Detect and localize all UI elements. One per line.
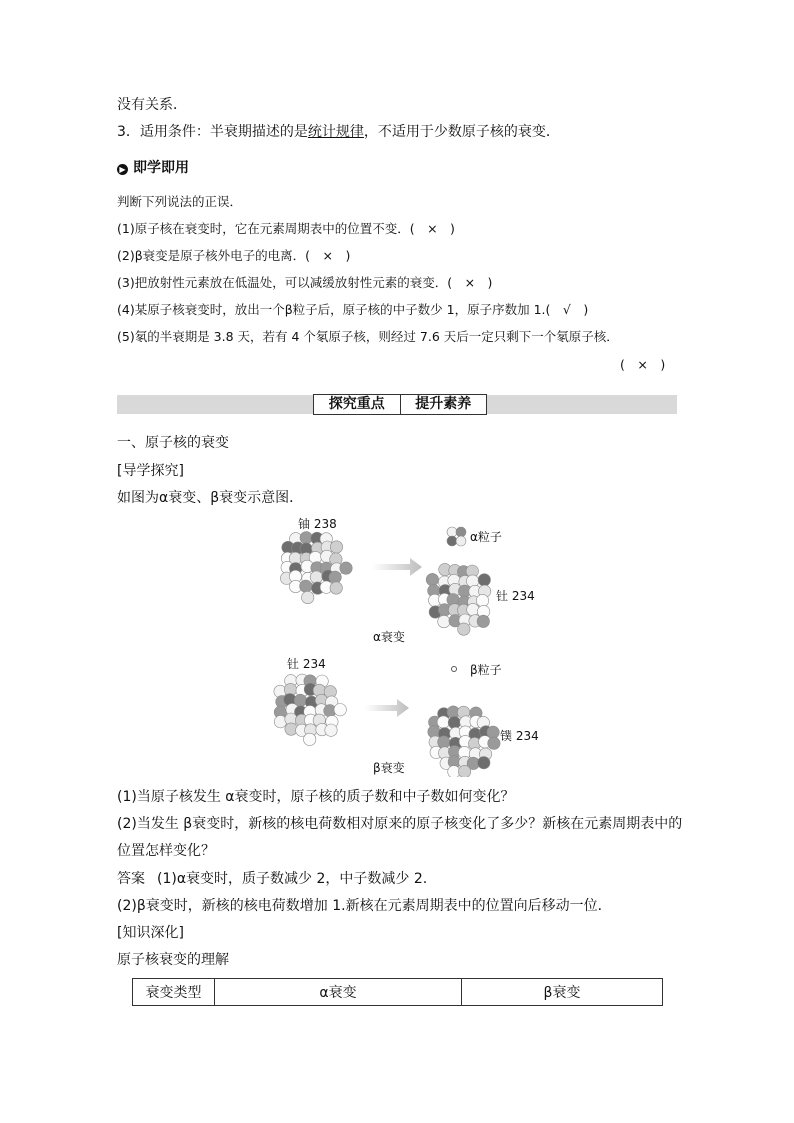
intro-line-2 [117,122,560,142]
intro-line-1: 没有关系． [117,97,187,113]
nucleon [437,716,449,728]
practice-item-2: (2)β衰变是原子核外电子的电离．( × ) [117,248,351,263]
label-alpha-decay: α衰变 [373,630,405,644]
alpha-nucleon [447,527,457,537]
section-banner [313,394,487,415]
alpha-nucleon [456,527,466,537]
practice-item-1: (1)原子核在衰变时，它在元素周期表中的位置不变．( × ) [117,221,455,236]
nucleon [325,724,337,736]
beta-arrow-icon [365,699,409,717]
practice-heading-text: 即学即用 [133,160,189,176]
practice-prompt: 判断下列说法的正误． [117,194,243,209]
alpha-arrow-icon [372,558,422,576]
label-thorium-234-parent: 钍 234 [287,657,326,671]
nucleon [302,591,314,603]
table-header-alpha: α衰变 [215,979,462,1006]
answer-label: 答案 [117,871,145,887]
nucleon [330,541,342,553]
label-beta-particle: β粒子 [470,663,502,677]
decay-comparison-table [132,978,663,1006]
thorium-234-parent-nucleus [274,674,347,746]
table-header-type: 衰变类型 [133,979,215,1006]
practice-item-5-answer: ( × ) [620,357,666,372]
deepen-tag: [知识深化] [117,925,184,941]
answer-1-text: (1)α衰变时，质子数减少 2，中子数减少 2. [157,871,428,887]
practice-item-5: (5)氡的半衰期是 3.8 天，若有 4 个氡原子核，则经过 7.6 天后一定只剩下一个氡原子核． [117,329,619,344]
label-uranium-238: 铀 238 [298,517,337,531]
uranium-238-nucleus [280,532,352,604]
nucleon [310,571,322,583]
intro-line-2-prefix: 3．适用条件：半衰期描述的是 [117,124,308,140]
practice-item-3: (3)把放射性元素放在低温处，可以减缓放射性元素的衰变．( × ) [117,275,493,290]
deepen-title: 原子核衰变的理解 [117,952,229,968]
nucleon [300,580,312,592]
alpha-particle-icon [447,527,466,546]
nucleon [458,623,470,635]
nucleon [438,615,450,627]
nucleon [467,603,479,615]
nucleon [458,765,470,777]
label-alpha-particle: α粒子 [470,530,502,544]
practice-heading [117,158,189,178]
beta-particle-icon [452,667,457,672]
thorium-234-daughter-nucleus [426,563,491,635]
nucleon [488,737,500,749]
answer-2: (2)β衰变时，新核的核电荷数增加 1.新核在元素周期表中的位置向后移动一位． [117,898,612,914]
nucleon [340,562,352,574]
guide-tag: [导学探究] [117,463,184,479]
play-circle-icon: ▶ [117,164,128,175]
table-header-row [133,979,663,1006]
question-2-line-2: 位置怎样变化？ [117,843,215,859]
intro-line-2-suffix: ，不适用于少数原子核的衰变． [363,124,560,140]
nucleon [334,704,346,716]
table-header-beta: β衰变 [462,979,663,1006]
nucleon [478,574,490,586]
alpha-nucleon [456,536,466,546]
label-protactinium-234: 镤 234 [500,729,539,743]
statistical-law-term: 统计规律 [307,124,364,140]
nucleon [330,582,342,594]
banner-right: 提升素养 [400,395,487,414]
nucleon [304,733,316,745]
section-title: 一、原子核的衰变 [117,435,229,451]
nucleon [426,573,438,585]
practice-item-4: (4)某原子核衰变时，放出一个β粒子后，原子核的中子数少 1，原子序数加 1.( √ ) [117,302,589,317]
question-2-line-1: (2)当发生 β衰变时，新核的核电荷数相对原来的原子核变化了多少？新核在元素周期表中的 [117,816,683,832]
nucleon [477,615,489,627]
nucleon [448,716,460,728]
nucleon [478,757,490,769]
answer-1 [117,869,427,889]
nucleon [438,736,450,748]
decay-figure [260,512,550,777]
protactinium-234-nucleus [428,706,500,777]
question-1: (1)当原子核发生 α衰变时，原子核的质子数和中子数如何变化？ [117,789,515,805]
nucleon [476,594,488,606]
banner-left: 探究重点 [328,396,385,412]
alpha-nucleon [447,536,457,546]
nucleon [487,726,499,738]
label-beta-decay: β衰变 [373,761,405,775]
label-thorium-234-daughter: 钍 234 [496,589,535,603]
figure-intro: 如图为α衰变、β衰变示意图． [117,490,304,506]
